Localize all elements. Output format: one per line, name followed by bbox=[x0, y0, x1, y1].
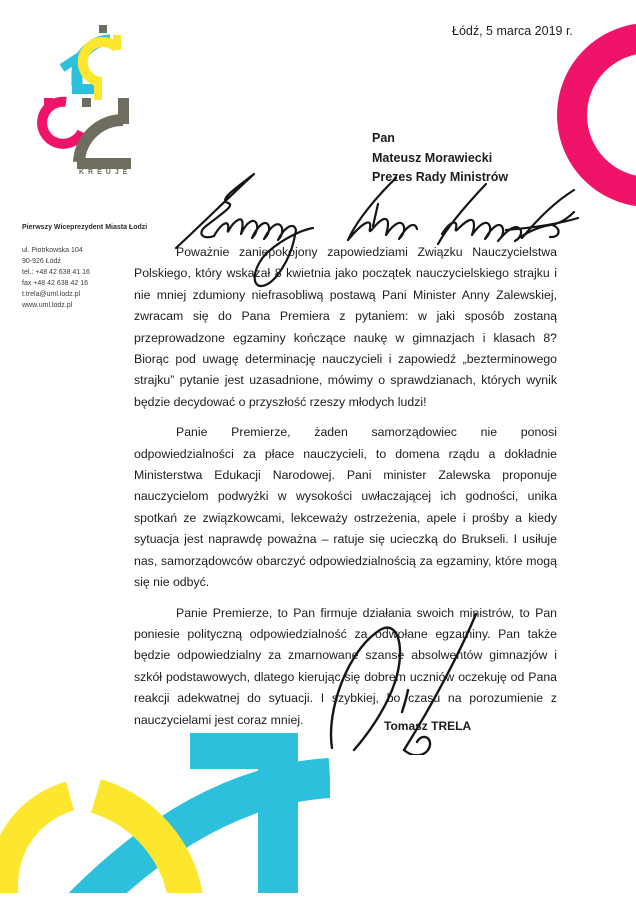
signer-name: Tomasz TRELA bbox=[384, 719, 472, 733]
paragraph-1: Poważnie zaniepokojony zapowiedziami Związku Nauczycielstwa Polskiego, który wskazał 8 kwietnia jako początek nauczycielskiego strajku i nie mniej zdumiony niefrasobliwą postawą Pani Minister Anny Zalewskiej, zwracam się do Pana Premiera z pytaniem: w jaki sposób zostaną przeprowadzone egzaminy kończące naukę w gimnazjach i klasach 8? Biorąc pod uwagę determinację nauczycieli i zapowiedź „bezterminowego strajku” pytanie jest uzasadnione, mówimy o sprawdzianach, których wynik będzie decydować o przyszłość rzeszy młodych ludzi! bbox=[134, 245, 557, 409]
recipient-line: Prezes Rady Ministrów bbox=[372, 170, 509, 184]
logo-caption: KREUJE bbox=[79, 169, 132, 176]
recipient-line: Mateusz Morawiecki bbox=[372, 150, 493, 165]
address-line: t.trela@uml.lodz.pl bbox=[22, 291, 81, 298]
date-line: Łódź, 5 marca 2019 r. bbox=[452, 24, 573, 38]
letter-body bbox=[134, 242, 557, 731]
address-line: ul. Piotrkowska 104 bbox=[22, 247, 83, 254]
address-line: 90-926 Łódź bbox=[22, 258, 61, 265]
magenta-arc-decoration bbox=[546, 22, 636, 212]
recipient-block bbox=[372, 129, 508, 188]
bottom-logo-decoration bbox=[0, 726, 330, 893]
recipient-line: Pan bbox=[372, 131, 395, 145]
paragraph-3: Panie Premierze, to Pan firmuje działania swoich ministrów, to Pan poniesie polityczną odpowiedzialność za odwołane egzaminy. Pan także będzie odpowiedzialny za zmarnowane szanse absolwentów gimnazjów i szkół podstawowych, dlatego kierując się dobrem uczniów oczekuję od Pana reakcji adekwatnej do sytuacji. I szybkiej, bo czasu na porozumienie z nauczycielami jest coraz mniej. bbox=[134, 605, 557, 727]
lodz-kreuje-logo-icon bbox=[30, 22, 150, 184]
sender-title: Pierwszy Wiceprezydent Miasta Łodzi bbox=[22, 224, 148, 231]
address-line: fax +48 42 638 42 16 bbox=[22, 280, 88, 287]
address-line: www.uml.lodz.pl bbox=[22, 302, 73, 309]
paragraph-2: Panie Premierze, żaden samorządowiec nie ponosi odpowiedzialności za płace nauczycieli, to domena rządu a dokładnie Ministerstwa Edukacji Narodowej. Pani minister Zalewska proponuje nauczycielom podwyżki w wysokości uwłaczającej ich godności, unika spotkań ze związkowcami, lekceważy ostrzeżenia, apele i prośby a kiedy sytuacja jest naprawdę poważna – ratuje się ucieczką do Brukseli. I usiłuje nas, samorządowców obarczyć odpowiedzialnością za egzaminy, które mogą się nie odbyć. bbox=[134, 425, 557, 590]
address-line: tel.: +48 42 638 41 16 bbox=[22, 269, 90, 276]
